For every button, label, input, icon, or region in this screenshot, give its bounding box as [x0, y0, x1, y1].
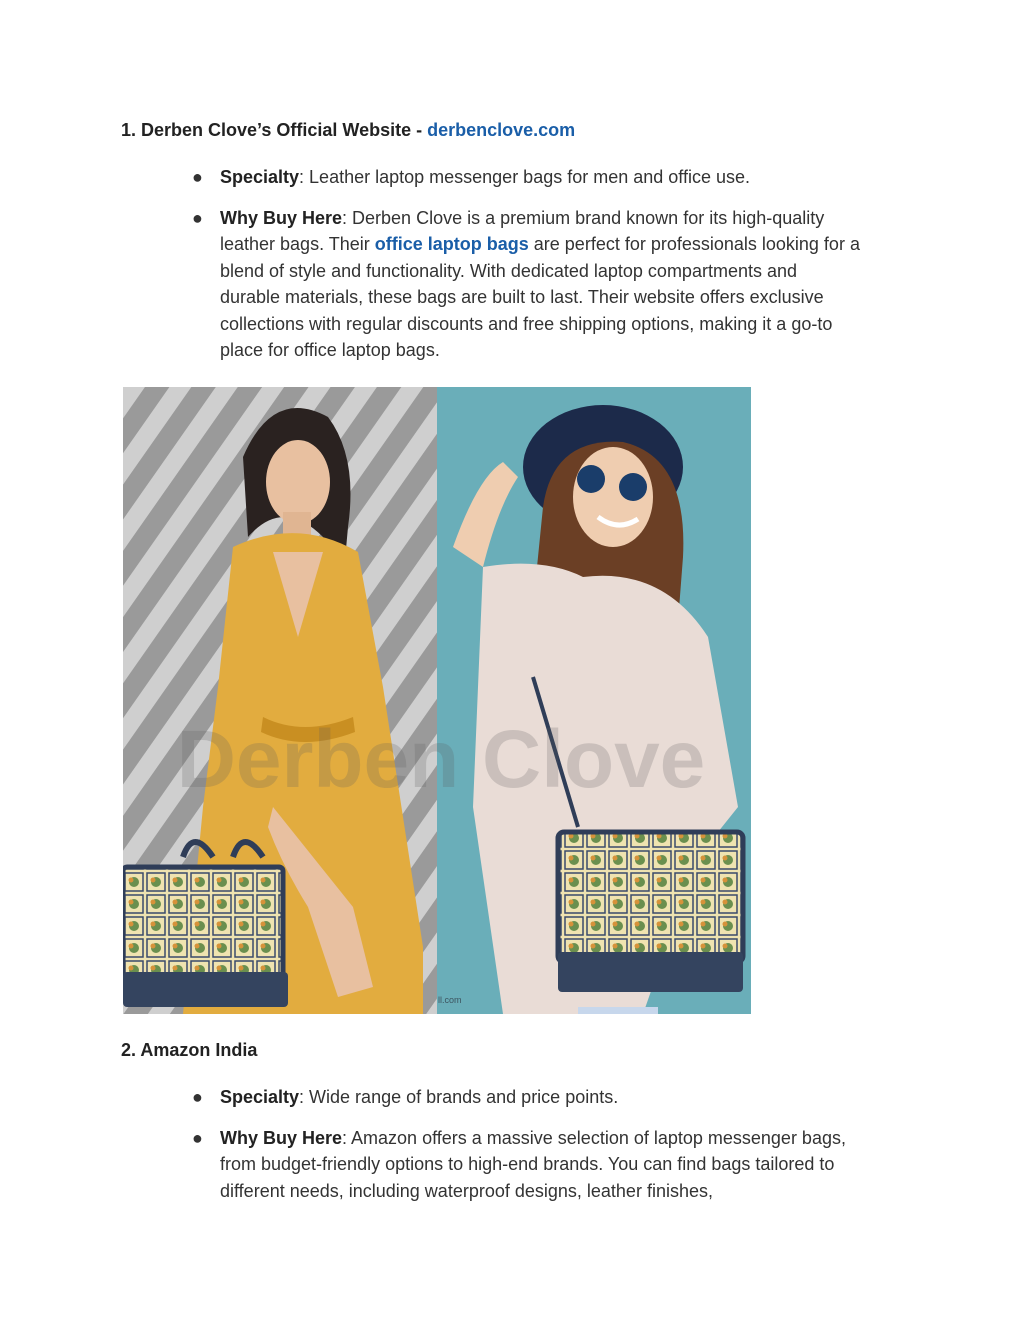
list-item [190, 164, 860, 191]
bullet-icon: ● [192, 1087, 203, 1107]
product-photo-collage [123, 387, 751, 1014]
item-label: Specialty [220, 167, 300, 187]
bullet-icon: ● [192, 207, 203, 228]
item-label: Why Buy Here [220, 207, 343, 228]
item-text: : Leather laptop messenger bags for men and office use. [299, 167, 750, 187]
list-item [190, 205, 860, 364]
image-caption-text: ll.com [438, 995, 462, 1005]
right-photo-model-teal-bg [437, 387, 751, 1014]
derbenclove-link[interactable]: derbenclove.com [427, 120, 576, 140]
item-label: Why Buy Here [220, 1127, 343, 1148]
item-text: : Amazon offers a massive selection of laptop messenger bags, from budget-friendly options to high-end brands. You can find bags tailored to different needs, including waterproof designs, leather finishes, [220, 1127, 846, 1201]
item-text: are perfect for professionals looking for a blend of style and functionality. With dedicated laptop compartments and durable materials, these bags are built to last. Their website offers exclusive collections with regular discounts and free shipping options, making it a go-to place for office laptop bags. [220, 234, 860, 360]
section1-bullet-list [190, 164, 860, 378]
item-text: : Wide range of brands and price points. [299, 1087, 619, 1107]
office-laptop-bags-link[interactable]: office laptop bags [374, 234, 529, 254]
heading-text: 1. Derben Clove’s Official Website - [121, 120, 428, 140]
section-heading-amazon-india: 2. Amazon India [121, 1040, 258, 1060]
bullet-icon: ● [192, 167, 203, 187]
item-label: Specialty [220, 1087, 300, 1107]
section-heading-derben-clove [121, 120, 575, 141]
left-photo-model-yellow-dress [123, 387, 437, 1014]
section2-bullet-list [190, 1084, 860, 1218]
list-item [190, 1125, 860, 1205]
list-item [190, 1084, 860, 1111]
watermark-text: Derben Clove [176, 714, 706, 805]
item-text: : Derben Clove is a premium brand known for its high-quality leather bags. Their [220, 207, 825, 254]
bullet-icon: ● [192, 1127, 203, 1148]
